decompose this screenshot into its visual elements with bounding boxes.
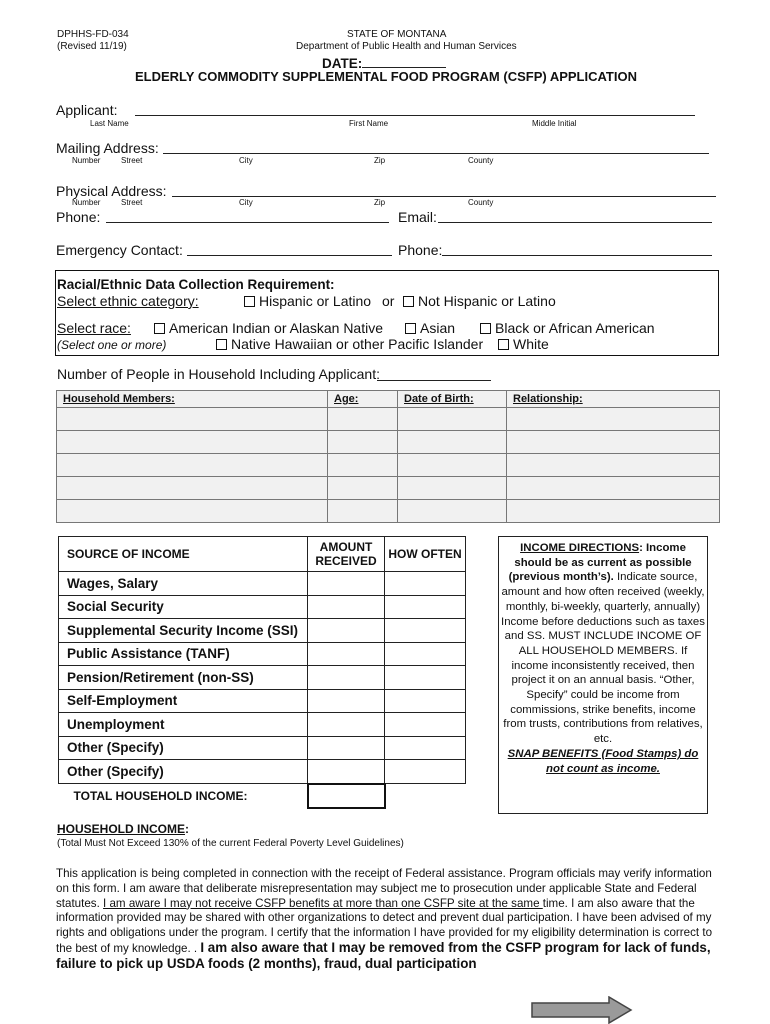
checkbox-icon[interactable] <box>154 323 165 334</box>
email-field[interactable] <box>438 210 712 223</box>
table-header-row <box>57 391 720 408</box>
amount-cell[interactable] <box>308 736 385 760</box>
race-heading: Racial/Ethnic Data Collection Requirement: <box>57 277 335 292</box>
column-header: Relationship: <box>507 391 720 408</box>
income-source: Pension/Retirement (non-SS) <box>59 666 308 690</box>
physical-address-field[interactable] <box>172 184 716 197</box>
middle-initial-caption: Middle Initial <box>532 119 577 128</box>
emergency-contact-field[interactable] <box>187 243 392 256</box>
table-cell[interactable] <box>398 454 507 477</box>
table-cell[interactable] <box>328 431 398 454</box>
income-source: Public Assistance (TANF) <box>59 642 308 666</box>
checkbox-icon[interactable] <box>405 323 416 334</box>
next-page-arrow-icon[interactable] <box>531 996 633 1024</box>
table-cell[interactable] <box>507 500 720 523</box>
directions-body: Indicate source, amount and how often received (weekly, monthly, bi-weekly, quarterly, annually) Income before deductions such as taxes and SS. MUST INCLUDE INCOME OF ALL HOUSEHOLD MEMBERS. If income inconsistently received, then project it on an annual basis. “Other, Specify” could be income from commissions, strike benefits, income from trusts, contributions from relatives, etc. <box>501 571 705 746</box>
snap-note: SNAP BENEFITS (Food Stamps) do not count as income. <box>507 747 699 775</box>
department-name: Department of Public Health and Human Services <box>296 41 517 52</box>
how-often-cell[interactable] <box>385 572 466 596</box>
table-cell[interactable] <box>328 408 398 431</box>
race-option-american-indian[interactable]: American Indian or Alaskan Native <box>154 320 383 336</box>
amount-cell[interactable] <box>308 760 385 784</box>
first-name-caption: First Name <box>349 119 389 128</box>
column-header: Age: <box>328 391 398 408</box>
amount-cell[interactable] <box>308 572 385 596</box>
email-label: Email: <box>398 209 437 225</box>
race-option-asian[interactable]: Asian <box>405 320 455 336</box>
income-row <box>59 595 466 619</box>
table-row <box>57 477 720 500</box>
amount-cell[interactable] <box>308 642 385 666</box>
household-income-heading: HOUSEHOLD INCOME: <box>57 822 190 836</box>
ethnic-category-label: Select ethnic category: <box>57 293 199 309</box>
table-cell[interactable] <box>507 431 720 454</box>
income-row <box>59 736 466 760</box>
mailing-address-field[interactable] <box>163 141 709 154</box>
income-row <box>59 572 466 596</box>
directions-title: INCOME DIRECTIONS <box>520 542 640 554</box>
physical-zip-caption: Zip <box>374 198 386 207</box>
race-option-white[interactable]: White <box>498 336 549 352</box>
table-cell[interactable] <box>328 477 398 500</box>
table-cell[interactable] <box>507 408 720 431</box>
emergency-phone-label: Phone: <box>398 242 443 258</box>
table-cell[interactable] <box>57 477 328 500</box>
checkbox-icon[interactable] <box>216 339 227 350</box>
income-row <box>59 713 466 737</box>
race-note: (Select one or more) <box>57 338 167 352</box>
income-source: Self-Employment <box>59 689 308 713</box>
state-name: STATE OF MONTANA <box>347 29 447 40</box>
amount-cell[interactable] <box>308 689 385 713</box>
income-source: Social Security <box>59 595 308 619</box>
table-cell[interactable] <box>328 454 398 477</box>
total-income-field[interactable] <box>308 784 385 809</box>
physical-address-label: Physical Address: <box>56 183 167 199</box>
phone-label: Phone: <box>56 209 101 225</box>
income-source: Unemployment <box>59 713 308 737</box>
how-often-cell[interactable] <box>385 713 466 737</box>
household-income-note: (Total Must Not Exceed 130% of the current Federal Poverty Level Guidelines) <box>57 838 404 849</box>
column-header: Date of Birth: <box>398 391 507 408</box>
physical-number-caption: Number <box>72 198 101 207</box>
checkbox-icon[interactable] <box>403 296 414 307</box>
mailing-street-caption: Street <box>121 156 143 165</box>
table-cell[interactable] <box>57 500 328 523</box>
income-source: Wages, Salary <box>59 572 308 596</box>
table-cell[interactable] <box>57 431 328 454</box>
table-cell[interactable] <box>398 477 507 500</box>
date-label: DATE: <box>322 56 363 71</box>
household-count-label: Number of People in Household Including Applicant: <box>57 366 380 382</box>
amount-received-header: AMOUNT RECEIVED <box>308 537 385 572</box>
physical-county-caption: County <box>468 198 494 207</box>
income-row <box>59 689 466 713</box>
how-often-cell[interactable] <box>385 595 466 619</box>
applicant-name-field[interactable] <box>135 103 695 116</box>
amount-cell[interactable] <box>308 666 385 690</box>
date-blank[interactable] <box>362 54 446 68</box>
how-often-header: HOW OFTEN <box>385 537 466 572</box>
amount-cell[interactable] <box>308 619 385 643</box>
income-source: Other (Specify) <box>59 736 308 760</box>
physical-street-caption: Street <box>121 198 143 207</box>
applicant-label: Applicant: <box>56 102 118 118</box>
income-header-row <box>59 537 466 572</box>
mailing-address-label: Mailing Address: <box>56 140 159 156</box>
income-source: Other (Specify) <box>59 760 308 784</box>
how-often-cell[interactable] <box>385 689 466 713</box>
income-table <box>58 536 466 809</box>
income-row <box>59 666 466 690</box>
race-option-black[interactable]: Black or African American <box>480 320 655 336</box>
table-row <box>57 500 720 523</box>
revised-date: (Revised 11/19) <box>57 41 127 52</box>
total-income-label: TOTAL HOUSEHOLD INCOME: <box>73 789 248 803</box>
table-cell[interactable] <box>398 408 507 431</box>
household-count-field[interactable] <box>377 367 491 381</box>
total-income-row <box>59 784 466 809</box>
directions-bold-text: : Income should be as current as possible (previous month’s). <box>508 542 692 584</box>
mailing-city-caption: City <box>239 156 253 165</box>
ethnic-option-hispanic[interactable]: Hispanic or Latino <box>244 293 371 309</box>
phone-field[interactable] <box>106 210 389 223</box>
table-cell[interactable] <box>507 477 720 500</box>
table-cell[interactable] <box>507 454 720 477</box>
income-row <box>59 619 466 643</box>
checkbox-icon[interactable] <box>244 296 255 307</box>
how-often-cell[interactable] <box>385 760 466 784</box>
income-source: Supplemental Security Income (SSI) <box>59 619 308 643</box>
table-cell[interactable] <box>57 454 328 477</box>
table-cell[interactable] <box>398 500 507 523</box>
household-members-table <box>56 390 720 523</box>
ethnic-or-text: or <box>382 293 395 309</box>
checkbox-icon[interactable] <box>498 339 509 350</box>
mailing-county-caption: County <box>468 156 494 165</box>
how-often-cell[interactable] <box>385 619 466 643</box>
column-header: Household Members: <box>57 391 328 408</box>
income-row <box>59 642 466 666</box>
ethnic-option-not-hispanic[interactable]: Not Hispanic or Latino <box>403 293 556 309</box>
form-title: ELDERLY COMMODITY SUPPLEMENTAL FOOD PROGRAM (CSFP) APPLICATION <box>135 69 637 84</box>
source-of-income-header: SOURCE OF INCOME <box>59 537 308 572</box>
table-cell[interactable] <box>328 500 398 523</box>
amount-cell[interactable] <box>308 713 385 737</box>
race-label: Select race: <box>57 320 131 336</box>
last-name-caption: Last Name <box>90 119 129 128</box>
emergency-phone-field[interactable] <box>442 243 712 256</box>
table-cell[interactable] <box>57 408 328 431</box>
race-option-native-hawaiian[interactable]: Native Hawaiian or other Pacific Islander <box>216 336 483 352</box>
amount-cell[interactable] <box>308 595 385 619</box>
income-row <box>59 760 466 784</box>
mailing-zip-caption: Zip <box>374 156 386 165</box>
mailing-number-caption: Number <box>72 156 101 165</box>
table-row <box>57 454 720 477</box>
how-often-cell[interactable] <box>385 642 466 666</box>
table-row <box>57 431 720 454</box>
income-directions <box>498 536 708 814</box>
table-cell[interactable] <box>398 431 507 454</box>
emergency-contact-label: Emergency Contact: <box>56 242 183 258</box>
how-often-cell[interactable] <box>385 736 466 760</box>
certification-text: This application is being completed in connection with the receipt of Federal assistance. Program officials may verify information on this form. I am aware that deliberate misrepresentation may subject me to prosecution under applicable State and Federal statutes. I am aware I may not receive CSFP benefits at more than one CSFP site at the same time. I am also aware that the information provided may be shared with other organizations to detect and prevent dual participation. I have been advised of my rights and obligations under the program. I certify that the information I have provided for my eligibility determination is correct to the best of my knowledge. . I am also aware that I may be removed from the CSFP program for lack of funds, failure to pick up USDA foods (2 months), fraud, dual participation <box>56 867 713 971</box>
checkbox-icon[interactable] <box>480 323 491 334</box>
physical-city-caption: City <box>239 198 253 207</box>
form-number: DPHHS-FD-034 <box>57 29 129 40</box>
how-often-cell[interactable] <box>385 666 466 690</box>
table-row <box>57 408 720 431</box>
